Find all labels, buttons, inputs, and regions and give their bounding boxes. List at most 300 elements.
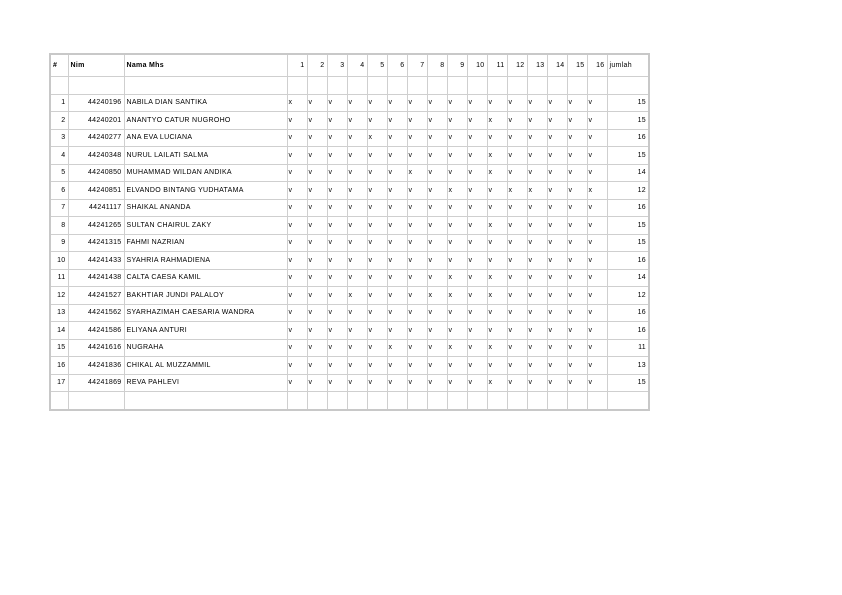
attendance-mark[interactable]: v — [287, 112, 307, 130]
attendance-mark[interactable]: v — [487, 304, 507, 322]
attendance-mark[interactable]: v — [387, 199, 407, 217]
attendance-mark[interactable]: v — [467, 112, 487, 130]
attendance-mark[interactable]: v — [507, 304, 527, 322]
attendance-mark[interactable]: v — [407, 182, 427, 200]
student-nim[interactable]: 44241836 — [68, 357, 124, 375]
student-name[interactable]: SHAIKAL ANANDA — [124, 199, 287, 217]
student-name[interactable]: ELIYANA ANTURI — [124, 322, 287, 340]
attendance-mark[interactable]: v — [347, 112, 367, 130]
attendance-mark[interactable]: v — [547, 182, 567, 200]
attendance-mark[interactable]: v — [327, 217, 347, 235]
empty-cell[interactable] — [507, 392, 527, 410]
header-day-7[interactable]: 7 — [407, 54, 427, 77]
attendance-mark[interactable]: v — [367, 94, 387, 112]
row-number[interactable]: 8 — [50, 217, 68, 235]
row-number[interactable]: 15 — [50, 339, 68, 357]
attendance-mark[interactable]: v — [387, 129, 407, 147]
attendance-mark[interactable]: v — [487, 94, 507, 112]
header-day-3[interactable]: 3 — [327, 54, 347, 77]
attendance-mark[interactable]: v — [527, 322, 547, 340]
attendance-mark[interactable]: v — [407, 357, 427, 375]
attendance-mark[interactable]: v — [507, 199, 527, 217]
attendance-mark[interactable]: v — [287, 357, 307, 375]
attendance-mark[interactable]: v — [307, 357, 327, 375]
attendance-mark[interactable]: v — [587, 252, 607, 270]
attendance-mark[interactable]: v — [567, 234, 587, 252]
empty-cell[interactable] — [487, 77, 507, 95]
attendance-mark[interactable]: v — [307, 287, 327, 305]
attendance-mark[interactable]: v — [287, 374, 307, 392]
attendance-mark[interactable]: v — [527, 287, 547, 305]
attendance-mark[interactable]: v — [447, 304, 467, 322]
attendance-mark[interactable]: v — [467, 339, 487, 357]
attendance-mark[interactable]: v — [447, 147, 467, 165]
header-day-9[interactable]: 9 — [447, 54, 467, 77]
student-nim[interactable]: 44241438 — [68, 269, 124, 287]
attendance-mark[interactable]: v — [467, 129, 487, 147]
attendance-mark[interactable]: v — [347, 357, 367, 375]
attendance-mark[interactable]: v — [387, 357, 407, 375]
attendance-mark[interactable]: v — [427, 339, 447, 357]
empty-cell[interactable] — [587, 77, 607, 95]
attendance-mark[interactable]: v — [427, 374, 447, 392]
attendance-mark[interactable]: v — [287, 234, 307, 252]
empty-cell[interactable] — [347, 392, 367, 410]
student-nim[interactable]: 44241315 — [68, 234, 124, 252]
attendance-mark[interactable]: v — [587, 304, 607, 322]
header-day-6[interactable]: 6 — [387, 54, 407, 77]
attendance-mark[interactable]: v — [587, 147, 607, 165]
empty-cell[interactable] — [467, 392, 487, 410]
attendance-mark[interactable]: x — [487, 164, 507, 182]
attendance-mark[interactable]: v — [347, 164, 367, 182]
attendance-total[interactable]: 11 — [607, 339, 649, 357]
attendance-mark[interactable]: v — [387, 252, 407, 270]
row-number[interactable]: 16 — [50, 357, 68, 375]
attendance-mark[interactable]: v — [547, 269, 567, 287]
attendance-mark[interactable]: v — [407, 322, 427, 340]
empty-cell[interactable] — [527, 392, 547, 410]
attendance-mark[interactable]: v — [507, 322, 527, 340]
attendance-mark[interactable]: v — [327, 234, 347, 252]
attendance-mark[interactable]: v — [547, 112, 567, 130]
empty-cell[interactable] — [427, 392, 447, 410]
empty-cell[interactable] — [447, 77, 467, 95]
empty-cell[interactable] — [327, 392, 347, 410]
student-nim[interactable]: 44240196 — [68, 94, 124, 112]
attendance-total[interactable]: 16 — [607, 199, 649, 217]
attendance-mark[interactable]: v — [487, 234, 507, 252]
attendance-mark[interactable]: x — [487, 269, 507, 287]
attendance-mark[interactable]: v — [307, 252, 327, 270]
attendance-mark[interactable]: v — [507, 234, 527, 252]
empty-cell[interactable] — [507, 77, 527, 95]
attendance-mark[interactable]: v — [507, 269, 527, 287]
attendance-mark[interactable]: v — [287, 217, 307, 235]
attendance-mark[interactable]: v — [547, 304, 567, 322]
attendance-mark[interactable]: v — [587, 269, 607, 287]
attendance-mark[interactable]: v — [507, 287, 527, 305]
attendance-mark[interactable]: v — [467, 182, 487, 200]
attendance-mark[interactable]: v — [287, 252, 307, 270]
attendance-mark[interactable]: v — [327, 129, 347, 147]
empty-cell[interactable] — [68, 392, 124, 410]
attendance-mark[interactable]: v — [387, 304, 407, 322]
attendance-mark[interactable]: v — [527, 339, 547, 357]
attendance-mark[interactable]: v — [347, 234, 367, 252]
row-number[interactable]: 2 — [50, 112, 68, 130]
attendance-mark[interactable]: v — [527, 129, 547, 147]
attendance-mark[interactable]: v — [467, 357, 487, 375]
student-nim[interactable]: 44240201 — [68, 112, 124, 130]
student-name[interactable]: BAKHTIAR JUNDI PALALOY — [124, 287, 287, 305]
attendance-mark[interactable]: v — [307, 304, 327, 322]
attendance-mark[interactable]: v — [587, 217, 607, 235]
attendance-mark[interactable]: v — [587, 112, 607, 130]
attendance-mark[interactable]: v — [367, 287, 387, 305]
attendance-mark[interactable]: v — [467, 94, 487, 112]
attendance-mark[interactable]: v — [547, 94, 567, 112]
attendance-mark[interactable]: x — [447, 339, 467, 357]
student-nim[interactable]: 44241265 — [68, 217, 124, 235]
attendance-total[interactable]: 12 — [607, 287, 649, 305]
attendance-mark[interactable]: v — [567, 147, 587, 165]
attendance-mark[interactable]: v — [387, 112, 407, 130]
attendance-mark[interactable]: x — [367, 129, 387, 147]
attendance-mark[interactable]: x — [507, 182, 527, 200]
attendance-mark[interactable]: v — [387, 147, 407, 165]
header-day-8[interactable]: 8 — [427, 54, 447, 77]
row-number[interactable]: 17 — [50, 374, 68, 392]
attendance-mark[interactable]: v — [427, 164, 447, 182]
attendance-mark[interactable]: v — [427, 357, 447, 375]
row-number[interactable]: 1 — [50, 94, 68, 112]
attendance-total[interactable]: 12 — [607, 182, 649, 200]
attendance-mark[interactable]: v — [447, 322, 467, 340]
row-number[interactable]: 11 — [50, 269, 68, 287]
empty-cell[interactable] — [367, 392, 387, 410]
attendance-mark[interactable]: v — [407, 199, 427, 217]
attendance-mark[interactable]: v — [567, 287, 587, 305]
attendance-mark[interactable]: v — [507, 147, 527, 165]
attendance-total[interactable]: 15 — [607, 94, 649, 112]
attendance-mark[interactable]: v — [467, 164, 487, 182]
attendance-mark[interactable]: v — [307, 339, 327, 357]
attendance-mark[interactable]: v — [347, 269, 367, 287]
attendance-mark[interactable]: v — [507, 217, 527, 235]
attendance-mark[interactable]: v — [467, 269, 487, 287]
attendance-mark[interactable]: v — [587, 339, 607, 357]
attendance-mark[interactable]: v — [447, 129, 467, 147]
attendance-mark[interactable]: v — [567, 252, 587, 270]
attendance-mark[interactable]: v — [487, 129, 507, 147]
attendance-total[interactable]: 14 — [607, 164, 649, 182]
attendance-mark[interactable]: v — [347, 304, 367, 322]
attendance-mark[interactable]: v — [447, 94, 467, 112]
attendance-mark[interactable]: x — [427, 287, 447, 305]
student-name[interactable]: NURUL LAILATI SALMA — [124, 147, 287, 165]
attendance-mark[interactable]: v — [587, 374, 607, 392]
attendance-mark[interactable]: v — [567, 182, 587, 200]
student-nim[interactable]: 44241586 — [68, 322, 124, 340]
attendance-mark[interactable]: v — [527, 252, 547, 270]
student-name[interactable]: MUHAMMAD WILDAN ANDIKA — [124, 164, 287, 182]
attendance-mark[interactable]: v — [307, 129, 327, 147]
attendance-mark[interactable]: v — [367, 164, 387, 182]
attendance-mark[interactable]: v — [447, 357, 467, 375]
row-number[interactable]: 14 — [50, 322, 68, 340]
attendance-mark[interactable]: v — [447, 112, 467, 130]
student-name[interactable]: CALTA CAESA KAMIL — [124, 269, 287, 287]
header-day-11[interactable]: 11 — [487, 54, 507, 77]
attendance-mark[interactable]: v — [347, 129, 367, 147]
attendance-mark[interactable]: v — [547, 129, 567, 147]
attendance-mark[interactable]: v — [287, 269, 307, 287]
attendance-mark[interactable]: v — [287, 199, 307, 217]
attendance-mark[interactable]: v — [547, 339, 567, 357]
empty-cell[interactable] — [547, 392, 567, 410]
row-number[interactable]: 10 — [50, 252, 68, 270]
attendance-mark[interactable]: v — [387, 182, 407, 200]
attendance-mark[interactable]: v — [567, 217, 587, 235]
attendance-mark[interactable]: x — [447, 182, 467, 200]
empty-cell[interactable] — [327, 77, 347, 95]
attendance-mark[interactable]: v — [547, 357, 567, 375]
attendance-mark[interactable]: x — [487, 112, 507, 130]
empty-cell[interactable] — [607, 392, 649, 410]
attendance-mark[interactable]: v — [527, 304, 547, 322]
attendance-mark[interactable]: v — [467, 304, 487, 322]
attendance-mark[interactable]: v — [507, 357, 527, 375]
attendance-mark[interactable]: v — [307, 182, 327, 200]
attendance-mark[interactable]: v — [367, 217, 387, 235]
attendance-mark[interactable]: v — [367, 147, 387, 165]
student-nim[interactable]: 44241562 — [68, 304, 124, 322]
attendance-mark[interactable]: v — [307, 199, 327, 217]
attendance-mark[interactable]: v — [347, 94, 367, 112]
attendance-mark[interactable]: v — [527, 199, 547, 217]
empty-cell[interactable] — [567, 77, 587, 95]
attendance-mark[interactable]: v — [367, 234, 387, 252]
attendance-mark[interactable]: v — [407, 304, 427, 322]
row-number[interactable]: 4 — [50, 147, 68, 165]
attendance-mark[interactable]: v — [407, 252, 427, 270]
attendance-mark[interactable]: v — [587, 129, 607, 147]
empty-cell[interactable] — [427, 77, 447, 95]
student-nim[interactable]: 44240348 — [68, 147, 124, 165]
attendance-mark[interactable]: v — [587, 357, 607, 375]
attendance-mark[interactable]: v — [487, 199, 507, 217]
attendance-mark[interactable]: v — [487, 182, 507, 200]
attendance-mark[interactable]: x — [387, 339, 407, 357]
attendance-total[interactable]: 15 — [607, 234, 649, 252]
attendance-mark[interactable]: v — [587, 234, 607, 252]
attendance-mark[interactable]: v — [547, 199, 567, 217]
attendance-mark[interactable]: v — [447, 374, 467, 392]
row-number[interactable]: 13 — [50, 304, 68, 322]
attendance-mark[interactable]: v — [427, 217, 447, 235]
attendance-mark[interactable]: v — [327, 252, 347, 270]
attendance-mark[interactable]: v — [527, 269, 547, 287]
attendance-mark[interactable]: x — [487, 374, 507, 392]
attendance-mark[interactable]: v — [547, 164, 567, 182]
header-day-4[interactable]: 4 — [347, 54, 367, 77]
attendance-mark[interactable]: v — [347, 182, 367, 200]
attendance-mark[interactable]: v — [567, 199, 587, 217]
attendance-mark[interactable]: v — [347, 147, 367, 165]
attendance-mark[interactable]: v — [427, 269, 447, 287]
header-jumlah[interactable]: jumlah — [607, 54, 649, 77]
row-number[interactable]: 9 — [50, 234, 68, 252]
empty-cell[interactable] — [367, 77, 387, 95]
attendance-mark[interactable]: v — [387, 164, 407, 182]
attendance-total[interactable]: 16 — [607, 252, 649, 270]
attendance-mark[interactable]: v — [447, 252, 467, 270]
attendance-mark[interactable]: v — [567, 129, 587, 147]
header-day-2[interactable]: 2 — [307, 54, 327, 77]
attendance-mark[interactable]: v — [567, 112, 587, 130]
attendance-mark[interactable]: v — [587, 322, 607, 340]
attendance-mark[interactable]: v — [567, 94, 587, 112]
empty-cell[interactable] — [307, 77, 327, 95]
attendance-mark[interactable]: v — [467, 147, 487, 165]
attendance-mark[interactable]: v — [547, 374, 567, 392]
attendance-mark[interactable]: v — [327, 112, 347, 130]
attendance-mark[interactable]: v — [347, 252, 367, 270]
attendance-mark[interactable]: v — [367, 322, 387, 340]
attendance-mark[interactable]: v — [387, 217, 407, 235]
attendance-mark[interactable]: x — [287, 94, 307, 112]
attendance-mark[interactable]: v — [367, 112, 387, 130]
header-day-13[interactable]: 13 — [527, 54, 547, 77]
attendance-mark[interactable]: v — [527, 374, 547, 392]
attendance-mark[interactable]: v — [427, 94, 447, 112]
student-nim[interactable]: 44241616 — [68, 339, 124, 357]
attendance-mark[interactable]: v — [327, 357, 347, 375]
attendance-mark[interactable]: v — [487, 252, 507, 270]
attendance-mark[interactable]: v — [467, 287, 487, 305]
student-nim[interactable]: 44241433 — [68, 252, 124, 270]
empty-cell[interactable] — [50, 77, 68, 95]
header-day-1[interactable]: 1 — [287, 54, 307, 77]
attendance-mark[interactable]: v — [527, 94, 547, 112]
attendance-mark[interactable]: v — [427, 234, 447, 252]
attendance-total[interactable]: 16 — [607, 129, 649, 147]
attendance-mark[interactable]: v — [547, 234, 567, 252]
attendance-mark[interactable]: v — [467, 322, 487, 340]
attendance-mark[interactable]: v — [407, 129, 427, 147]
attendance-mark[interactable]: v — [287, 287, 307, 305]
empty-cell[interactable] — [287, 77, 307, 95]
row-number[interactable]: 5 — [50, 164, 68, 182]
attendance-total[interactable]: 15 — [607, 147, 649, 165]
attendance-mark[interactable]: x — [447, 269, 467, 287]
attendance-mark[interactable]: v — [507, 164, 527, 182]
attendance-mark[interactable]: v — [347, 322, 367, 340]
attendance-mark[interactable]: v — [587, 164, 607, 182]
attendance-mark[interactable]: v — [287, 182, 307, 200]
attendance-mark[interactable]: v — [567, 374, 587, 392]
attendance-mark[interactable]: v — [347, 199, 367, 217]
student-name[interactable]: NABILA DIAN SANTIKA — [124, 94, 287, 112]
attendance-mark[interactable]: v — [307, 164, 327, 182]
header-day-10[interactable]: 10 — [467, 54, 487, 77]
attendance-mark[interactable]: v — [547, 147, 567, 165]
attendance-mark[interactable]: v — [307, 234, 327, 252]
empty-cell[interactable] — [447, 392, 467, 410]
attendance-mark[interactable]: v — [287, 164, 307, 182]
attendance-mark[interactable]: v — [387, 322, 407, 340]
attendance-mark[interactable]: v — [407, 94, 427, 112]
header-day-14[interactable]: 14 — [547, 54, 567, 77]
attendance-mark[interactable]: v — [387, 374, 407, 392]
attendance-mark[interactable]: v — [407, 234, 427, 252]
attendance-mark[interactable]: v — [287, 129, 307, 147]
attendance-mark[interactable]: v — [427, 199, 447, 217]
attendance-mark[interactable]: x — [527, 182, 547, 200]
attendance-mark[interactable]: v — [507, 129, 527, 147]
attendance-mark[interactable]: v — [427, 182, 447, 200]
attendance-mark[interactable]: v — [567, 357, 587, 375]
header-nim[interactable]: Nim — [68, 54, 124, 77]
attendance-total[interactable]: 16 — [607, 304, 649, 322]
student-name[interactable]: SULTAN CHAIRUL ZAKY — [124, 217, 287, 235]
attendance-mark[interactable]: v — [407, 147, 427, 165]
student-name[interactable]: ANA EVA LUCIANA — [124, 129, 287, 147]
attendance-mark[interactable]: v — [467, 252, 487, 270]
attendance-mark[interactable]: v — [307, 147, 327, 165]
attendance-mark[interactable]: v — [447, 199, 467, 217]
attendance-mark[interactable]: v — [327, 287, 347, 305]
empty-cell[interactable] — [467, 77, 487, 95]
attendance-mark[interactable]: v — [327, 374, 347, 392]
attendance-mark[interactable]: v — [587, 287, 607, 305]
attendance-mark[interactable]: v — [307, 217, 327, 235]
student-name[interactable]: SYARHAZIMAH CAESARIA WANDRA — [124, 304, 287, 322]
attendance-mark[interactable]: v — [407, 374, 427, 392]
attendance-mark[interactable]: v — [367, 357, 387, 375]
attendance-mark[interactable]: v — [547, 287, 567, 305]
attendance-mark[interactable]: v — [347, 339, 367, 357]
student-nim[interactable]: 44241869 — [68, 374, 124, 392]
empty-cell[interactable] — [50, 392, 68, 410]
row-number[interactable]: 12 — [50, 287, 68, 305]
attendance-mark[interactable]: v — [447, 217, 467, 235]
attendance-mark[interactable]: v — [387, 234, 407, 252]
empty-cell[interactable] — [487, 392, 507, 410]
student-name[interactable]: ANANTYO CATUR NUGROHO — [124, 112, 287, 130]
attendance-mark[interactable]: v — [347, 217, 367, 235]
attendance-mark[interactable]: v — [447, 234, 467, 252]
attendance-mark[interactable]: v — [327, 304, 347, 322]
attendance-mark[interactable]: v — [567, 339, 587, 357]
attendance-total[interactable]: 15 — [607, 374, 649, 392]
attendance-mark[interactable]: v — [427, 129, 447, 147]
attendance-mark[interactable]: x — [587, 182, 607, 200]
attendance-mark[interactable]: v — [307, 374, 327, 392]
row-number[interactable]: 6 — [50, 182, 68, 200]
empty-cell[interactable] — [68, 77, 124, 95]
attendance-mark[interactable]: v — [447, 164, 467, 182]
attendance-mark[interactable]: v — [507, 374, 527, 392]
empty-cell[interactable] — [387, 77, 407, 95]
attendance-mark[interactable]: v — [287, 304, 307, 322]
row-number[interactable]: 7 — [50, 199, 68, 217]
empty-cell[interactable] — [587, 392, 607, 410]
attendance-mark[interactable]: v — [487, 357, 507, 375]
attendance-mark[interactable]: v — [367, 199, 387, 217]
attendance-mark[interactable]: v — [327, 322, 347, 340]
